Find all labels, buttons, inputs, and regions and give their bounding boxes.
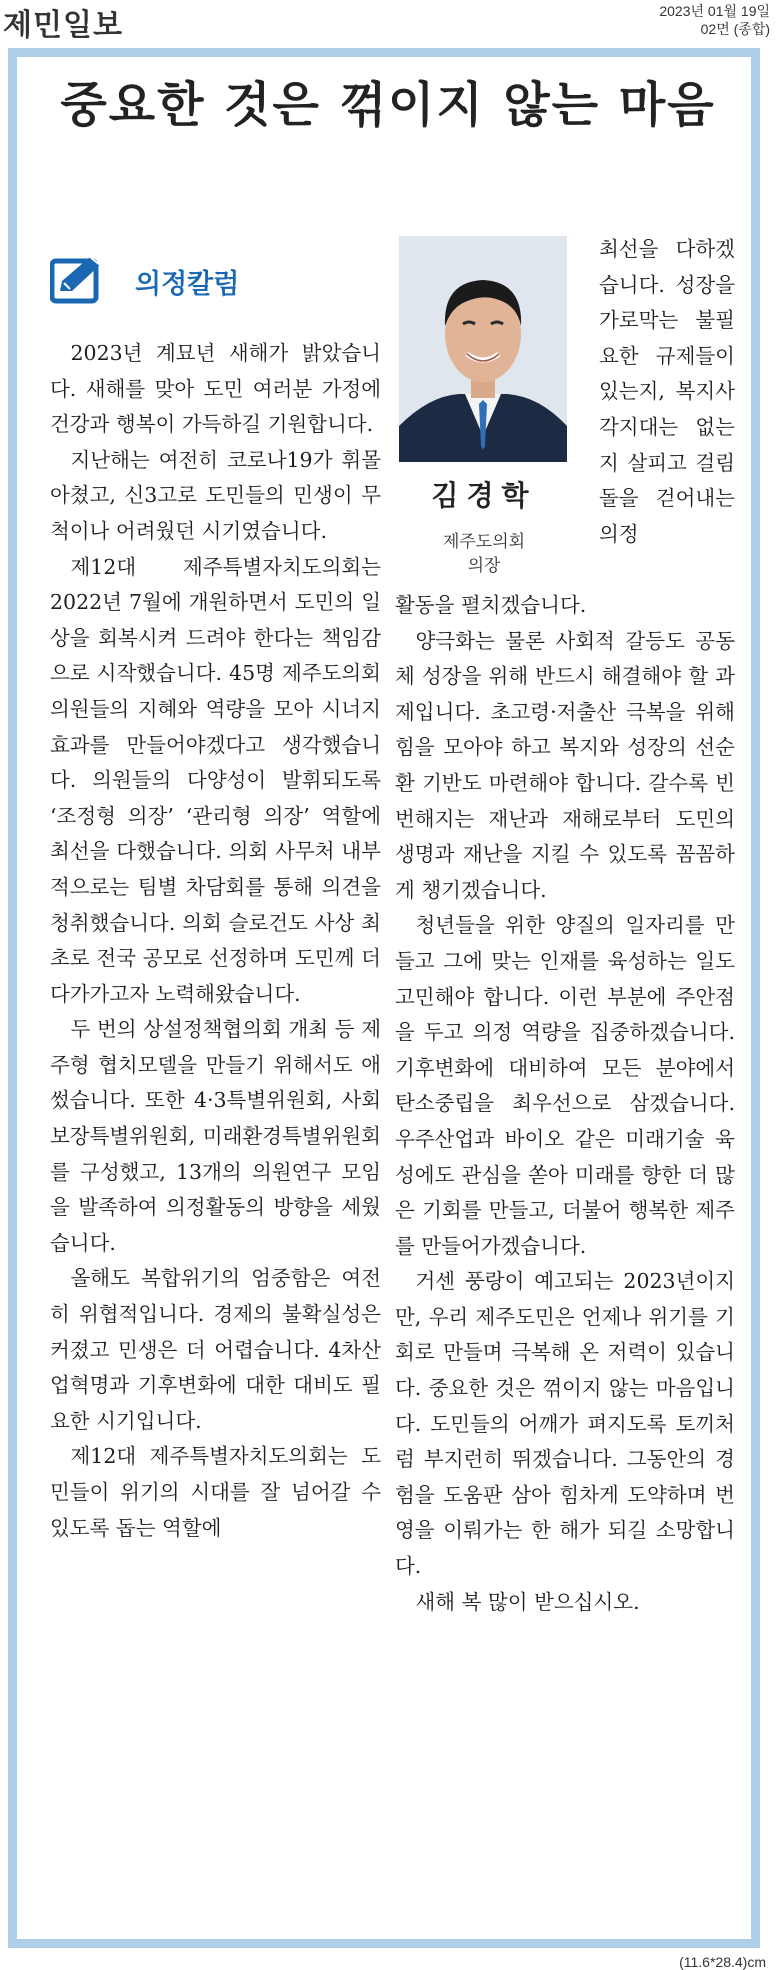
headline: 중요한 것은 꺾이지 않는 마음 [60, 77, 716, 133]
pencil-note-icon [50, 253, 112, 305]
publication-meta [659, 2, 770, 38]
paragraph: 새해 복 많이 받으십시오. [415, 1589, 640, 1614]
portrait-illustration [399, 236, 567, 462]
paragraph: 두 번의 상설정책협의회 개최 등 제주형 협치모델을 만들기 위해서도 애썼습니다. 또한 4·3특별위원회, 사회보장특별위원회, 미래환경특별위원회를 구성했고, 13개의 의원연구 모임을 발족하여 의정활동의 방향을 세웠습니다. [50, 1017, 381, 1255]
left-column [50, 336, 381, 1546]
right-column-bottom [395, 588, 735, 1620]
author-affiliation: 제주도의회 [442, 532, 526, 551]
author-title [404, 530, 564, 578]
paragraph: 최선을 다하겠습니다. 성장을 가로막는 불필요한 규제들이 있는지, 복지사각지대는 없는지 살피고 걸림돌을 걷어내는 의정 [599, 237, 735, 546]
paragraph: 올해도 복합위기의 엄중함은 여전히 위협적입니다. 경제의 불확실성은 커졌고 민생은 더 어렵습니다. 4차산업혁명과 기후변화에 대한 대비도 필요한 시기입니다. [50, 1266, 381, 1433]
paragraph: 지난해는 여전히 코로나19가 휘몰아쳤고, 신3고로 도민들의 민생이 무척이나 어려웠던 시기였습니다. [50, 447, 381, 543]
page-number: 02면 (종합) [700, 21, 770, 37]
author-photo [399, 236, 567, 462]
paragraph: 양극화는 물론 사회적 갈등도 공동체 성장을 위해 반드시 해결해야 할 과제입니다. 초고령·저출산 극복을 위해 힘을 모아야 하고 복지와 성장의 선순환 기반도 마련해야 합니다. 갈수록 빈번해지는 재난과 재해로부터 도민의 생명과 재난을 지킬 수 있도록 꼼꼼하게 챙기겠습니다. [395, 628, 735, 902]
paragraph: 제12대 제주특별자치도의회는 도민들이 위기의 시대를 잘 넘어갈 수 있도록 돕는 역할에 [50, 1444, 381, 1540]
right-column-top [599, 232, 735, 552]
clipping-dimensions: (11.6*28.4)cm [679, 1954, 766, 1970]
paragraph: 청년들을 위한 양질의 일자리를 만들고 그에 맞는 인재를 육성하는 일도 고민해야 합니다. 이런 부분에 주안점을 두고 의정 역량을 집중하겠습니다. 기후변화에 대비하여 모든 분야에서 탄소중립을 최우선으로 삼겠습니다. 우주산업과 바이오 같은 미래기술 육성에도 관심을 쏟아 미래를 향한 더 많은 기회를 만들고, 더불어 행복한 제주를 만들어가겠습니다. [395, 913, 735, 1258]
paragraph-continuation: 활동을 펼치겠습니다. [395, 593, 587, 617]
author-name: 김경학 [431, 479, 537, 512]
section-title: 의정칼럼 [135, 269, 240, 299]
paragraph: 제12대 제주특별자치도의회는 2022년 7월에 개원하면서 도민의 일상을 회복시켜 드려야 한다는 책임감으로 시작했습니다. 45명 제주도의회 의원들의 지혜와 역량을 모아 시너지 효과를 만들어야겠다고 생각했습니다. 의원들의 다양성이 발휘되도록 ‘조정형 의장’ ‘관리형 의장’ 역할에 최선을 다했습니다. 의회 사무처 내부적으로는 팀별 차담회를 통해 의견을 청취했습니다. 의회 슬로건도 사상 최초로 전국 공모로 선정하며 도민께 더 다가가고자 노력해왔습니다. [50, 554, 381, 1006]
paragraph: 2023년 계묘년 새해가 밝았습니다. 새해를 맞아 도민 여러분 가정에 건강과 행복이 가득하길 기원합니다. [50, 341, 381, 437]
masthead [0, 0, 776, 46]
publication-date: 2023년 01월 19일 [659, 3, 770, 19]
newspaper-logo: 제민일보 [3, 8, 123, 43]
paragraph: 거센 풍랑이 예고되는 2023년이지만, 우리 제주도민은 언제나 위기를 기회로 만들며 극복해 온 저력이 있습니다. 중요한 것은 꺾이지 않는 마음입니다. 도민들의 어깨가 펴지도록 토끼처럼 부지런히 뛰겠습니다. 그동안의 경험을 도움판 삼아 힘차게 도약하며 번영을 이뤄가는 한 해가 되길 소망합니다. [395, 1269, 735, 1579]
section-label [50, 253, 290, 309]
author-position: 의장 [467, 556, 501, 575]
